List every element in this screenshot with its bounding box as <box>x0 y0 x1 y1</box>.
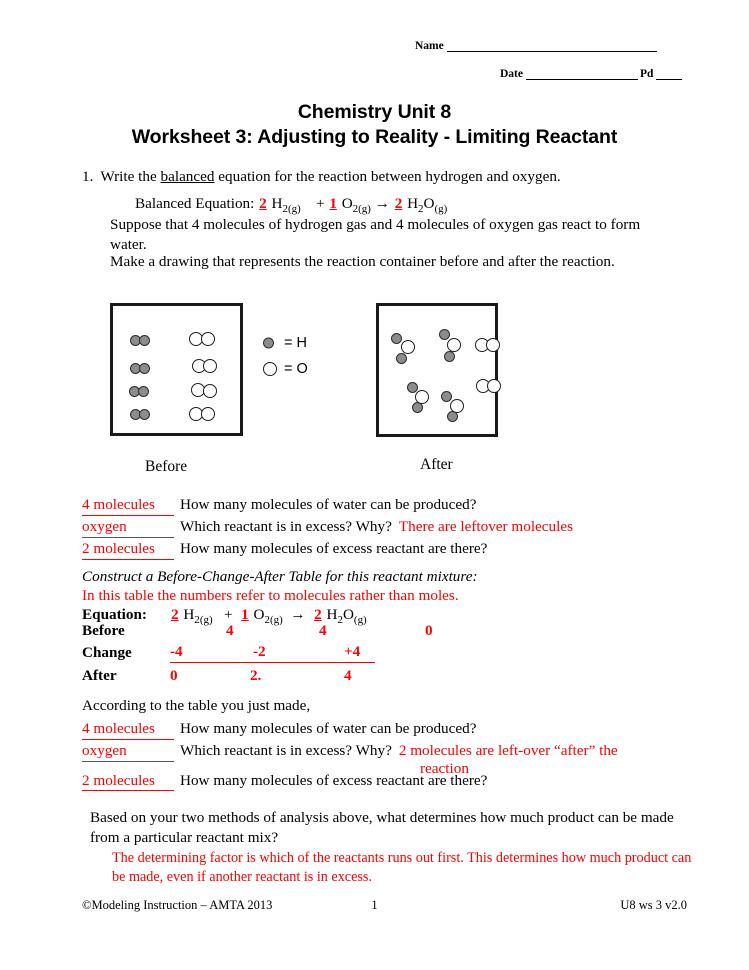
question-1-text-after: equation for the reaction between hydrogen and oxygen. <box>214 168 561 185</box>
name-field-row <box>415 40 659 52</box>
bca-cell-change-o2[interactable]: -2 <box>253 643 266 660</box>
bca-cell-after-o2[interactable]: 2. <box>250 667 262 684</box>
after-caption: After <box>420 456 453 473</box>
bca-cell-change-h2o[interactable]: +4 <box>344 643 361 660</box>
oxygen-atom <box>201 332 215 346</box>
footer-copyright: ©Modeling Instruction – AMTA 2013 <box>82 898 273 912</box>
table-answer-blank-water-molecules[interactable]: 4 molecules <box>82 718 174 740</box>
answer-question-text: How many molecules of water can be produced? <box>180 720 477 737</box>
hydrogen-atom <box>444 351 455 362</box>
name-label: Name <box>415 40 444 52</box>
coefficient-h2o-input[interactable]: 2 <box>394 195 403 212</box>
coefficient-h2-input[interactable]: 2 <box>259 195 267 212</box>
hydrogen-atom <box>441 391 452 402</box>
molecule-legend <box>263 330 308 382</box>
name-input-line[interactable] <box>447 40 657 52</box>
question-1-paragraph-a: Suppose that 4 molecules of hydrogen gas and 4 molecules of oxygen gas react to form water. <box>110 216 641 253</box>
bca-cell-after-h2o[interactable]: 4 <box>344 667 352 684</box>
hydrogen-atom <box>391 333 402 344</box>
bca-row-before-values <box>82 622 462 640</box>
oxygen-atom <box>203 384 217 398</box>
before-reaction-container <box>110 303 243 436</box>
answer-row <box>82 772 487 791</box>
oxygen-atom <box>201 407 215 421</box>
footer-page-number: 1 <box>371 898 378 912</box>
bca-coefficient-h2[interactable]: 2 <box>171 606 179 623</box>
before-caption: Before <box>145 458 188 475</box>
hydrogen-atom <box>447 411 458 422</box>
answer-question-text: Which reactant is in excess? Why? <box>180 742 392 759</box>
answer-question-text: How many molecules of excess reactant are there? <box>180 540 488 557</box>
hydrogen-atom <box>139 409 150 420</box>
bca-row-change-values <box>170 643 375 663</box>
question-1-underlined-word: balanced <box>160 168 215 185</box>
oxygen-atom <box>447 338 461 352</box>
closing-answer[interactable]: The determining factor is which of the reactants runs out first. This determines how much product can be made, even if another reactant is in excess. <box>112 850 692 885</box>
table-answer-why-text[interactable]: 2 molecules are left-over “after” the <box>398 742 618 759</box>
bca-row-label-after: After <box>82 667 117 684</box>
answer-blank-excess-amount[interactable]: 2 molecules <box>82 538 174 560</box>
table-answer-why-continuation: reaction <box>420 760 469 777</box>
answer-row <box>82 718 702 740</box>
bca-cell-change-h2[interactable]: -4 <box>170 643 183 660</box>
table-answer-blank-excess-amount[interactable]: 2 molecules <box>82 772 174 791</box>
answer-row <box>82 494 692 516</box>
answer-why-text[interactable]: There are leftover molecules <box>398 518 573 535</box>
answer-row <box>82 516 692 538</box>
bca-row-label-before: Before <box>82 622 125 639</box>
bca-table-note: In this table the numbers refer to molecules rather than moles. <box>82 587 459 604</box>
question-1-paragraph-b: Make a drawing that represents the reaction container before and after the reaction. <box>110 253 615 270</box>
hydrogen-atom <box>139 363 150 374</box>
oxygen-atom-icon <box>263 361 279 377</box>
drawing-answers <box>82 494 692 560</box>
bca-row-label-change: Change <box>82 644 132 661</box>
question-1-text-before: Write the <box>100 168 161 185</box>
date-input-line[interactable] <box>526 68 638 80</box>
closing-question: Based on your two methods of analysis above, what determines how much product can be made from a particular reactant mix? <box>90 809 674 846</box>
hydrogen-atom <box>407 382 418 393</box>
hydrogen-atom-icon <box>263 335 279 351</box>
bca-cell-before-o2[interactable]: 4 <box>319 622 327 639</box>
answer-blank-excess-reactant[interactable]: oxygen <box>82 516 174 538</box>
hydrogen-atom <box>396 353 407 364</box>
after-reaction-container <box>376 303 498 437</box>
footer-document-id: U8 ws 3 v2.0 <box>620 898 687 912</box>
answer-question-text: Which reactant is in excess? Why? <box>180 518 392 535</box>
answer-row <box>82 740 702 762</box>
bca-coefficient-o2[interactable]: 1 <box>241 606 249 623</box>
oxygen-atom <box>401 340 415 354</box>
hydrogen-atom <box>139 335 150 346</box>
table-answer-blank-excess-reactant[interactable]: oxygen <box>82 740 174 762</box>
bca-cell-before-h2[interactable]: 4 <box>226 622 234 639</box>
answer-question-text: How many molecules of excess reactant are there? <box>180 772 488 789</box>
answer-blank-water-molecules[interactable]: 4 molecules <box>82 494 174 516</box>
date-field-row <box>500 68 684 80</box>
legend-label-hydrogen: = H <box>284 335 307 351</box>
answer-row <box>82 538 692 560</box>
bca-row-label-equation: Equation: <box>82 606 147 623</box>
hydrogen-atom <box>439 329 450 340</box>
question-1-number: 1. <box>82 168 94 185</box>
page-title <box>0 100 749 150</box>
hydrogen-atom <box>138 386 149 397</box>
title-line-2: Worksheet 3: Adjusting to Reality - Limiting Reactant <box>131 126 618 148</box>
title-line-1: Chemistry Unit 8 <box>297 101 452 123</box>
pd-label: Pd <box>640 68 654 80</box>
oxygen-atom <box>487 379 501 393</box>
oxygen-atom <box>486 338 500 352</box>
legend-row-oxygen <box>263 356 308 382</box>
hydrogen-atom <box>412 402 423 413</box>
bca-cell-before-h2o[interactable]: 0 <box>425 622 433 639</box>
bca-row-after-values <box>82 667 462 685</box>
oxygen-atom <box>203 359 217 373</box>
according-to-table-intro: According to the table you just made, <box>82 697 311 714</box>
bca-table-instruction: Construct a Before-Change-After Table for this reactant mixture: <box>82 568 478 585</box>
pd-input-line[interactable] <box>656 68 682 80</box>
legend-label-oxygen: = O <box>284 361 308 377</box>
bca-coefficient-h2o[interactable]: 2 <box>314 606 322 623</box>
date-label: Date <box>500 68 523 80</box>
balanced-equation-answer: Balanced Equation: 2 $H_{2(g)}$ + 1 $O_{2(g)} \to 2$ $H_2O_{(g)}$ <box>135 195 448 216</box>
answer-question-text: How many molecules of water can be produced? <box>180 496 477 513</box>
bca-equation-terms: 2 $H_{2(g)} + 1$ $O_{2(g)} \to 2$ $H_2O_{(g)}$ <box>171 606 367 627</box>
coefficient-o2-input[interactable]: 1 <box>329 195 337 212</box>
question-1 <box>82 167 682 186</box>
balanced-equation-label: Balanced Equation: <box>135 195 255 212</box>
legend-row-hydrogen <box>263 330 308 356</box>
bca-cell-after-h2[interactable]: 0 <box>170 667 178 684</box>
table-answers <box>82 718 702 762</box>
